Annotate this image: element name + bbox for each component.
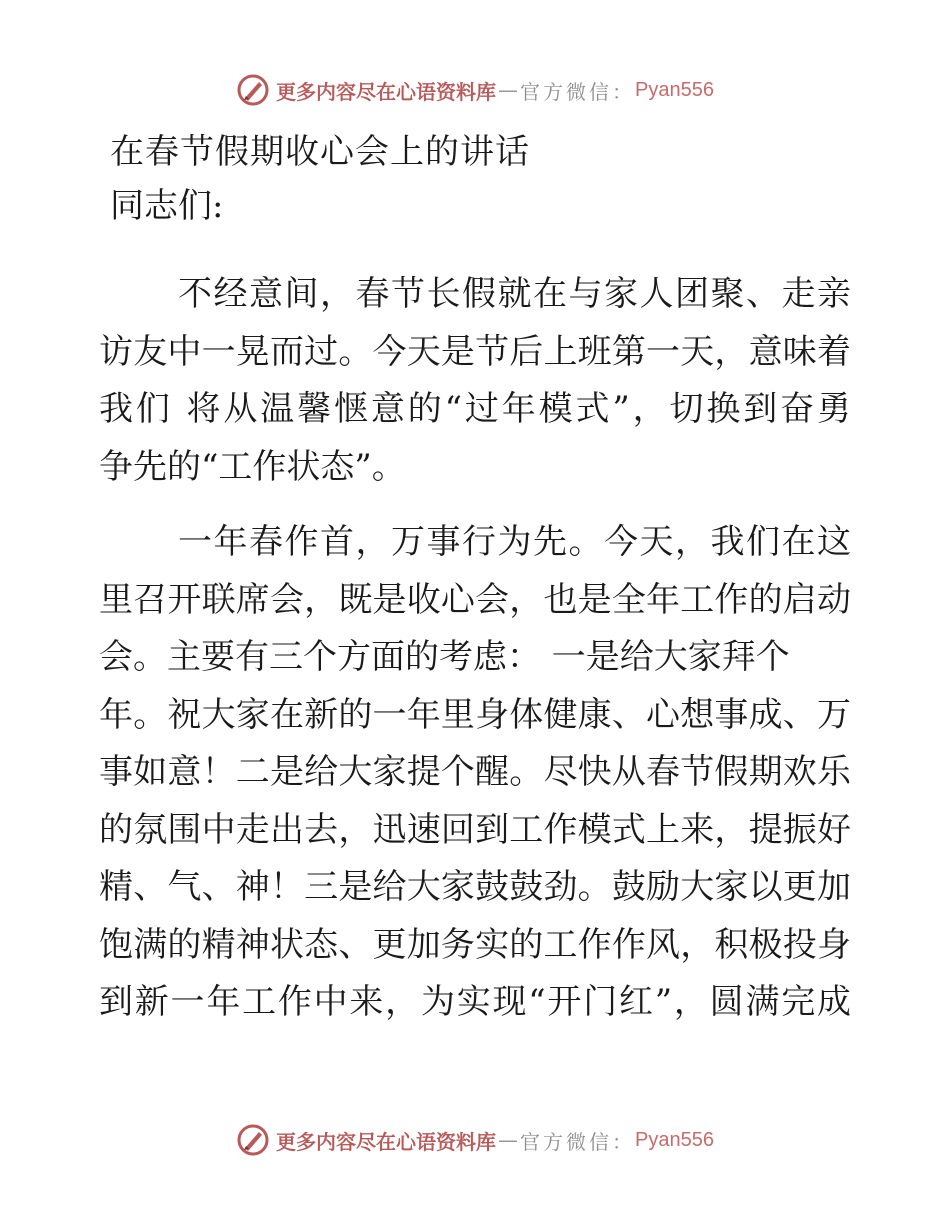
banner-wechat-label: 官方微信：: [520, 1129, 636, 1154]
paragraph-line: 争先的“工作状态”。: [99, 446, 406, 487]
paragraph-line: 年。祝大家在新的一年里身体健康、心想事成、万: [99, 694, 851, 735]
banner-separator: —: [498, 1128, 519, 1152]
paragraph-line: 的氛围中走出去，迅速回到工作模式上来，提振好: [99, 809, 851, 850]
paragraph-line: 饱满的精神状态、更加务实的工作作风，积极投身: [99, 924, 851, 965]
header-watermark-banner: [0, 70, 950, 110]
paragraph-line: 会。主要有三个方面的考虑： 一是给大家拜个: [99, 637, 790, 677]
paragraph-1: [99, 266, 851, 496]
banner-brand-text: 更多内容尽在心语资料库: [276, 1129, 497, 1154]
paragraph-line: 到新一年工作中来，为实现“开门红”，圆满完成: [99, 982, 851, 1022]
banner-separator: —: [498, 78, 519, 102]
document-greeting: 同志们:: [110, 186, 224, 226]
pen-logo-icon: [236, 1123, 270, 1157]
paragraph-line: 事如意！二是给大家提个醒。尽快从春节假期欢乐: [99, 752, 851, 792]
paragraph-line: 我们 将从温馨惬意的“过年模式”，切换到奋勇: [99, 389, 851, 429]
paragraph-line: 一年春作首，万事行为先。今天，我们在这: [178, 522, 851, 562]
paragraph-line: 访友中一晃而过。今天是节后上班第一天，意味着: [99, 331, 851, 372]
paragraph-line: 精、气、神！三是给大家鼓鼓劲。鼓励大家以更加: [99, 867, 851, 907]
paragraph-line: 里召开联席会，既是收心会，也是全年工作的启动: [99, 579, 851, 620]
banner-wechat-label: 官方微信：: [520, 79, 636, 104]
paragraph-line: 不经意间，春节长假就在与家人团聚、走亲: [178, 274, 851, 314]
paragraph-2: [99, 514, 851, 1032]
banner-wechat-id: Pyan556: [635, 78, 714, 101]
banner-brand-text: 更多内容尽在心语资料库: [276, 79, 497, 104]
banner-wechat-id: Pyan556: [635, 1128, 714, 1151]
footer-watermark-banner: [0, 1120, 950, 1160]
document-title: 在春节假期收心会上的讲话: [110, 132, 530, 172]
pen-logo-icon: [236, 73, 270, 107]
